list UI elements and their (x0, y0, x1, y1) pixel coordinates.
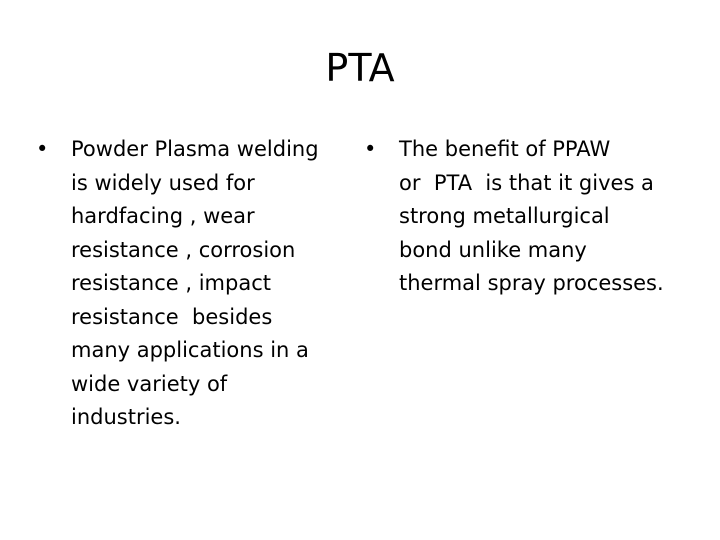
bullet-line: industries. (71, 405, 181, 429)
bullet-text-left-1 (71, 133, 354, 435)
bullet-text-right-1 (399, 133, 694, 301)
bullet-line: thermal spray processes. (399, 271, 664, 295)
bullet-item-left-1 (36, 133, 354, 435)
bullet-line: hardfacing , wear (71, 204, 255, 228)
bullet-line: resistance , impact (71, 271, 271, 295)
bullet-line: many applications in a (71, 338, 309, 362)
right-bullet-list (364, 133, 694, 301)
bullet-icon: • (36, 137, 49, 161)
bullet-line: resistance besides (71, 304, 273, 329)
bullet-line: resistance , corrosion (71, 237, 296, 262)
bullet-line: Powder Plasma welding (71, 137, 319, 161)
left-bullet-list (36, 133, 354, 435)
bullet-line: or PTA is that it gives a (399, 170, 654, 195)
bullet-item-right-1 (364, 133, 694, 301)
bullet-line: wide variety of (71, 371, 228, 396)
slide-title: PTA (325, 46, 395, 90)
bullet-icon: • (364, 137, 377, 161)
bullet-line: strong metallurgical (399, 204, 610, 228)
bullet-line: The benefit of PPAW (399, 137, 611, 161)
bullet-line: bond unlike many (399, 237, 587, 262)
bullet-line: is widely used for (71, 170, 255, 195)
